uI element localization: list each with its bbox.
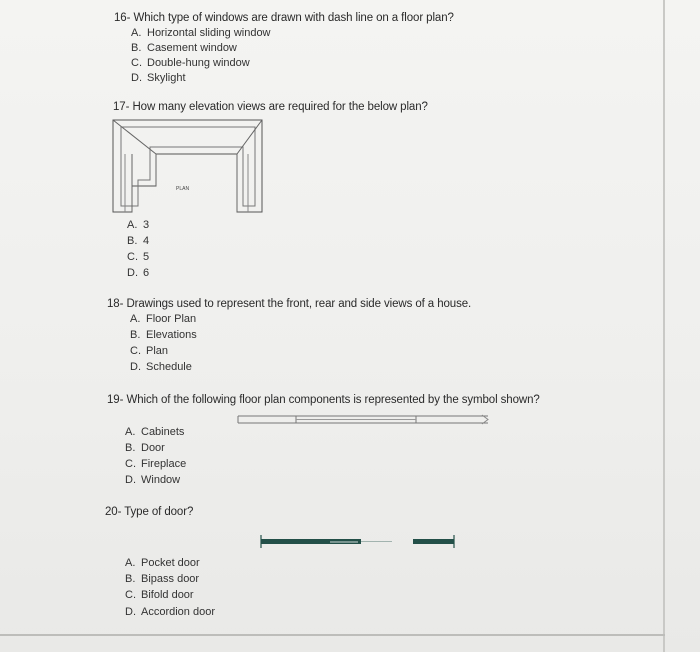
option-letter: B. bbox=[125, 442, 136, 454]
option-text: Cabinets bbox=[141, 426, 185, 438]
page-edge bbox=[0, 634, 665, 636]
option-20-d[interactable] bbox=[125, 606, 215, 618]
option-text: Plan bbox=[146, 345, 169, 357]
option-letter: A. bbox=[130, 313, 141, 325]
option-text: Floor Plan bbox=[146, 313, 197, 325]
question-text: Which type of windows are drawn with dash line on a floor plan? bbox=[133, 12, 454, 24]
option-letter: B. bbox=[130, 329, 141, 341]
option-17-c[interactable] bbox=[127, 251, 149, 263]
option-text: Skylight bbox=[147, 72, 186, 84]
question-text: Type of door? bbox=[124, 506, 194, 518]
option-text: Double-hung window bbox=[147, 57, 250, 69]
option-text: 5 bbox=[143, 251, 150, 263]
question-text: Drawings used to represent the front, rear and side views of a house. bbox=[126, 298, 472, 310]
option-letter: A. bbox=[125, 426, 136, 438]
option-20-b[interactable] bbox=[125, 573, 199, 585]
option-letter: A. bbox=[125, 557, 136, 569]
option-16-b[interactable] bbox=[131, 42, 237, 54]
plan-label: PLAN bbox=[176, 186, 190, 192]
option-letter: B. bbox=[127, 235, 138, 247]
option-letter: D. bbox=[125, 474, 136, 486]
question-number: 19- bbox=[107, 394, 124, 406]
option-letter: C. bbox=[127, 251, 138, 263]
plan-inner-walls bbox=[121, 127, 255, 206]
option-letter: C. bbox=[131, 57, 142, 69]
option-text: Fireplace bbox=[141, 458, 187, 470]
option-19-c[interactable] bbox=[125, 458, 186, 470]
option-16-c[interactable] bbox=[131, 57, 250, 69]
page-edge bbox=[663, 0, 665, 652]
option-letter: B. bbox=[131, 42, 142, 54]
question-number: 17- bbox=[113, 101, 130, 113]
question-19 bbox=[107, 394, 540, 406]
option-17-a[interactable] bbox=[127, 219, 149, 231]
question-text: Which of the following floor plan components is represented by the symbol shown? bbox=[126, 394, 540, 406]
option-18-c[interactable] bbox=[130, 345, 168, 357]
option-18-a[interactable] bbox=[130, 313, 196, 325]
question-number: 16- bbox=[114, 12, 131, 24]
option-letter: D. bbox=[131, 72, 142, 84]
question-20 bbox=[105, 506, 193, 518]
option-16-d[interactable] bbox=[131, 72, 186, 84]
option-letter: D. bbox=[125, 606, 136, 618]
option-19-a[interactable] bbox=[125, 426, 184, 438]
option-text: Window bbox=[141, 474, 181, 486]
plan-miter-line bbox=[237, 120, 262, 154]
option-20-a[interactable] bbox=[125, 557, 200, 569]
option-17-b[interactable] bbox=[127, 235, 149, 247]
option-letter: A. bbox=[127, 219, 138, 231]
option-text: Schedule bbox=[146, 361, 192, 373]
question-number: 18- bbox=[107, 298, 124, 310]
question-text: How many elevation views are required for the below plan? bbox=[132, 101, 428, 113]
plan-miter-line bbox=[113, 120, 156, 154]
plan-figure bbox=[110, 118, 266, 216]
option-text: 3 bbox=[143, 219, 150, 231]
option-17-d[interactable] bbox=[127, 267, 149, 279]
option-20-c[interactable] bbox=[125, 589, 194, 601]
door-symbol bbox=[258, 534, 458, 550]
option-text: Casement window bbox=[147, 42, 237, 54]
option-letter: A. bbox=[131, 27, 142, 39]
question-16 bbox=[114, 12, 454, 24]
option-text: 6 bbox=[143, 267, 150, 279]
option-text: Pocket door bbox=[141, 557, 200, 569]
option-19-d[interactable] bbox=[125, 474, 180, 486]
option-letter: D. bbox=[127, 267, 138, 279]
option-text: Accordion door bbox=[141, 606, 215, 618]
option-text: Door bbox=[141, 442, 165, 454]
option-18-b[interactable] bbox=[130, 329, 197, 341]
option-letter: B. bbox=[125, 573, 136, 585]
option-text: Horizontal sliding window bbox=[147, 27, 271, 39]
option-letter: D. bbox=[130, 361, 141, 373]
option-letter: C. bbox=[130, 345, 141, 357]
plan-outline bbox=[113, 120, 262, 212]
option-18-d[interactable] bbox=[130, 361, 192, 373]
option-19-b[interactable] bbox=[125, 442, 165, 454]
option-letter: C. bbox=[125, 589, 136, 601]
option-text: Bifold door bbox=[141, 589, 194, 601]
option-text: Elevations bbox=[146, 329, 197, 341]
option-letter: C. bbox=[125, 458, 136, 470]
question-18 bbox=[107, 298, 471, 310]
option-text: Bipass door bbox=[141, 573, 200, 585]
question-number: 20- bbox=[105, 506, 122, 518]
option-text: 4 bbox=[143, 235, 150, 247]
window-symbol bbox=[238, 414, 490, 426]
option-16-a[interactable] bbox=[131, 27, 271, 39]
door-panel-right bbox=[413, 539, 454, 544]
question-17 bbox=[113, 101, 428, 113]
